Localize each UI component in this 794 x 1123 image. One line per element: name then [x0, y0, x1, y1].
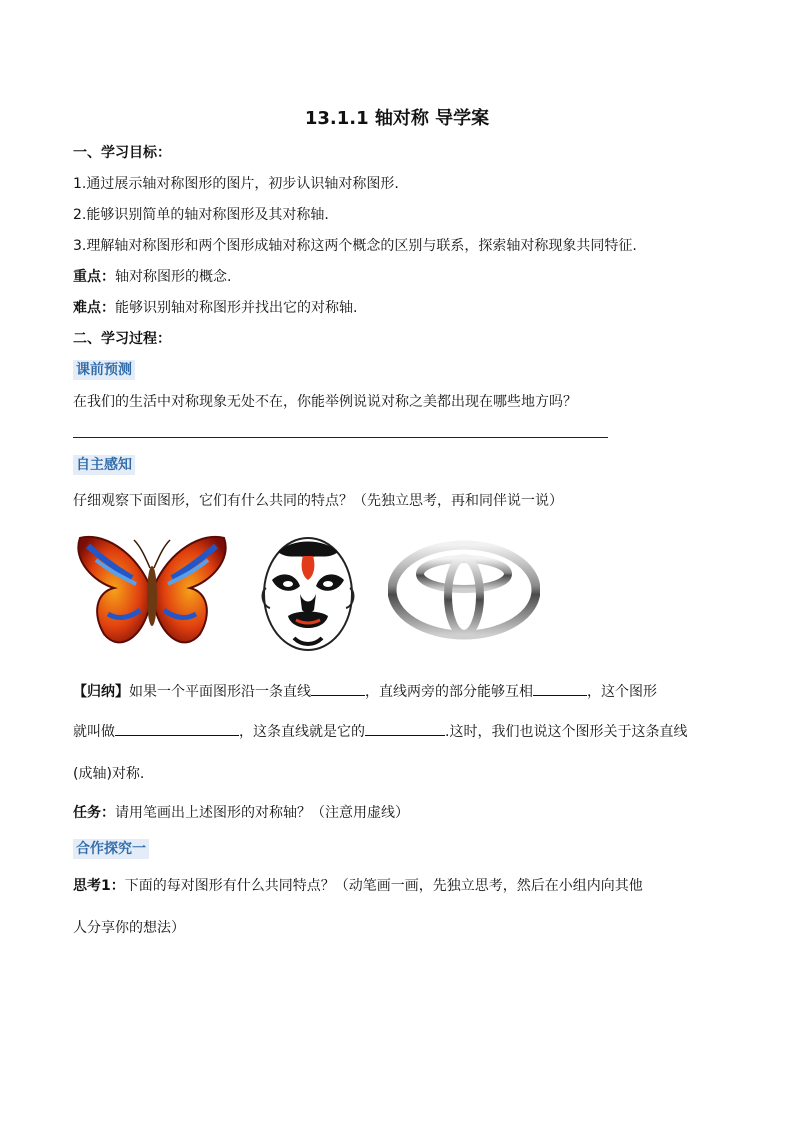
blank-fold[interactable]: [311, 681, 365, 696]
process-heading: 二、学习过程：: [73, 331, 171, 347]
summary-text-6: .这时，我们也说这个图形关于这条直线: [445, 724, 688, 740]
summary-line-1: [73, 681, 657, 702]
summary-text-4: 就叫做: [73, 724, 115, 740]
answer-line[interactable]: [73, 437, 608, 438]
perceive-section: [73, 455, 135, 475]
key-point-text: 轴对称图形的概念.: [115, 269, 232, 285]
key-point: [73, 267, 231, 287]
summary-line-2: [73, 721, 687, 742]
blank-axis-name[interactable]: [365, 721, 445, 736]
key-point-label: 重点：: [73, 269, 115, 285]
think-text-2: 人分享你的想法）: [73, 920, 185, 936]
think-text-1: 下面的每对图形有什么共同特点？（动笔画一画，先独立思考，然后在小组内向其他: [124, 878, 643, 894]
think-line-1: [73, 876, 643, 896]
difficult-point: [73, 298, 357, 318]
objective-item-1: 1.通过展示轴对称图形的图片，初步认识轴对称图形.: [73, 176, 399, 192]
task: [73, 803, 409, 823]
objective-item-3: 3.理解轴对称图形和两个图形成轴对称这两个概念的区别与联系，探索轴对称现象共同特征.: [73, 238, 637, 254]
preview-question: 在我们的生活中对称现象无处不在，你能举例说说对称之美都出现在哪些地方吗？: [73, 394, 577, 410]
explore-section: [73, 839, 149, 859]
perceive-tag: 自主感知: [73, 455, 135, 475]
summary-text-2: ，直线两旁的部分能够互相: [365, 684, 533, 700]
opera-mask-image: [258, 530, 358, 654]
think-label: 思考1：: [73, 878, 125, 894]
difficult-point-text: 能够识别轴对称图形并找出它的对称轴.: [115, 300, 358, 316]
objectives-heading: 一、学习目标：: [73, 145, 171, 161]
difficult-point-label: 难点：: [73, 300, 115, 316]
perceive-question: 仔细观察下面图形，它们有什么共同的特点？（先独立思考，再和同伴说一说）: [73, 493, 563, 509]
objective-item-2: 2.能够识别简单的轴对称图形及其对称轴.: [73, 207, 329, 223]
summary-text-5: ，这条直线就是它的: [239, 724, 365, 740]
summary-label: 【归纳】: [73, 684, 129, 700]
blank-figure-name[interactable]: [115, 721, 239, 736]
page-title: 13.1.1 轴对称 导学案: [304, 108, 490, 129]
summary-text-7: (成轴)对称.: [73, 766, 145, 782]
task-text: 请用笔画出上述图形的对称轴？（注意用虚线）: [115, 805, 409, 821]
butterfly-image: [74, 530, 230, 656]
preview-section: [73, 360, 135, 380]
summary-text-1: 如果一个平面图形沿一条直线: [129, 684, 311, 700]
explore-tag: 合作探究一: [73, 839, 149, 859]
task-label: 任务：: [73, 805, 115, 821]
toyota-logo-image: [388, 540, 540, 640]
summary-text-3: ，这个图形: [587, 684, 657, 700]
blank-coincide[interactable]: [533, 681, 587, 696]
preview-tag: 课前预测: [73, 360, 135, 380]
